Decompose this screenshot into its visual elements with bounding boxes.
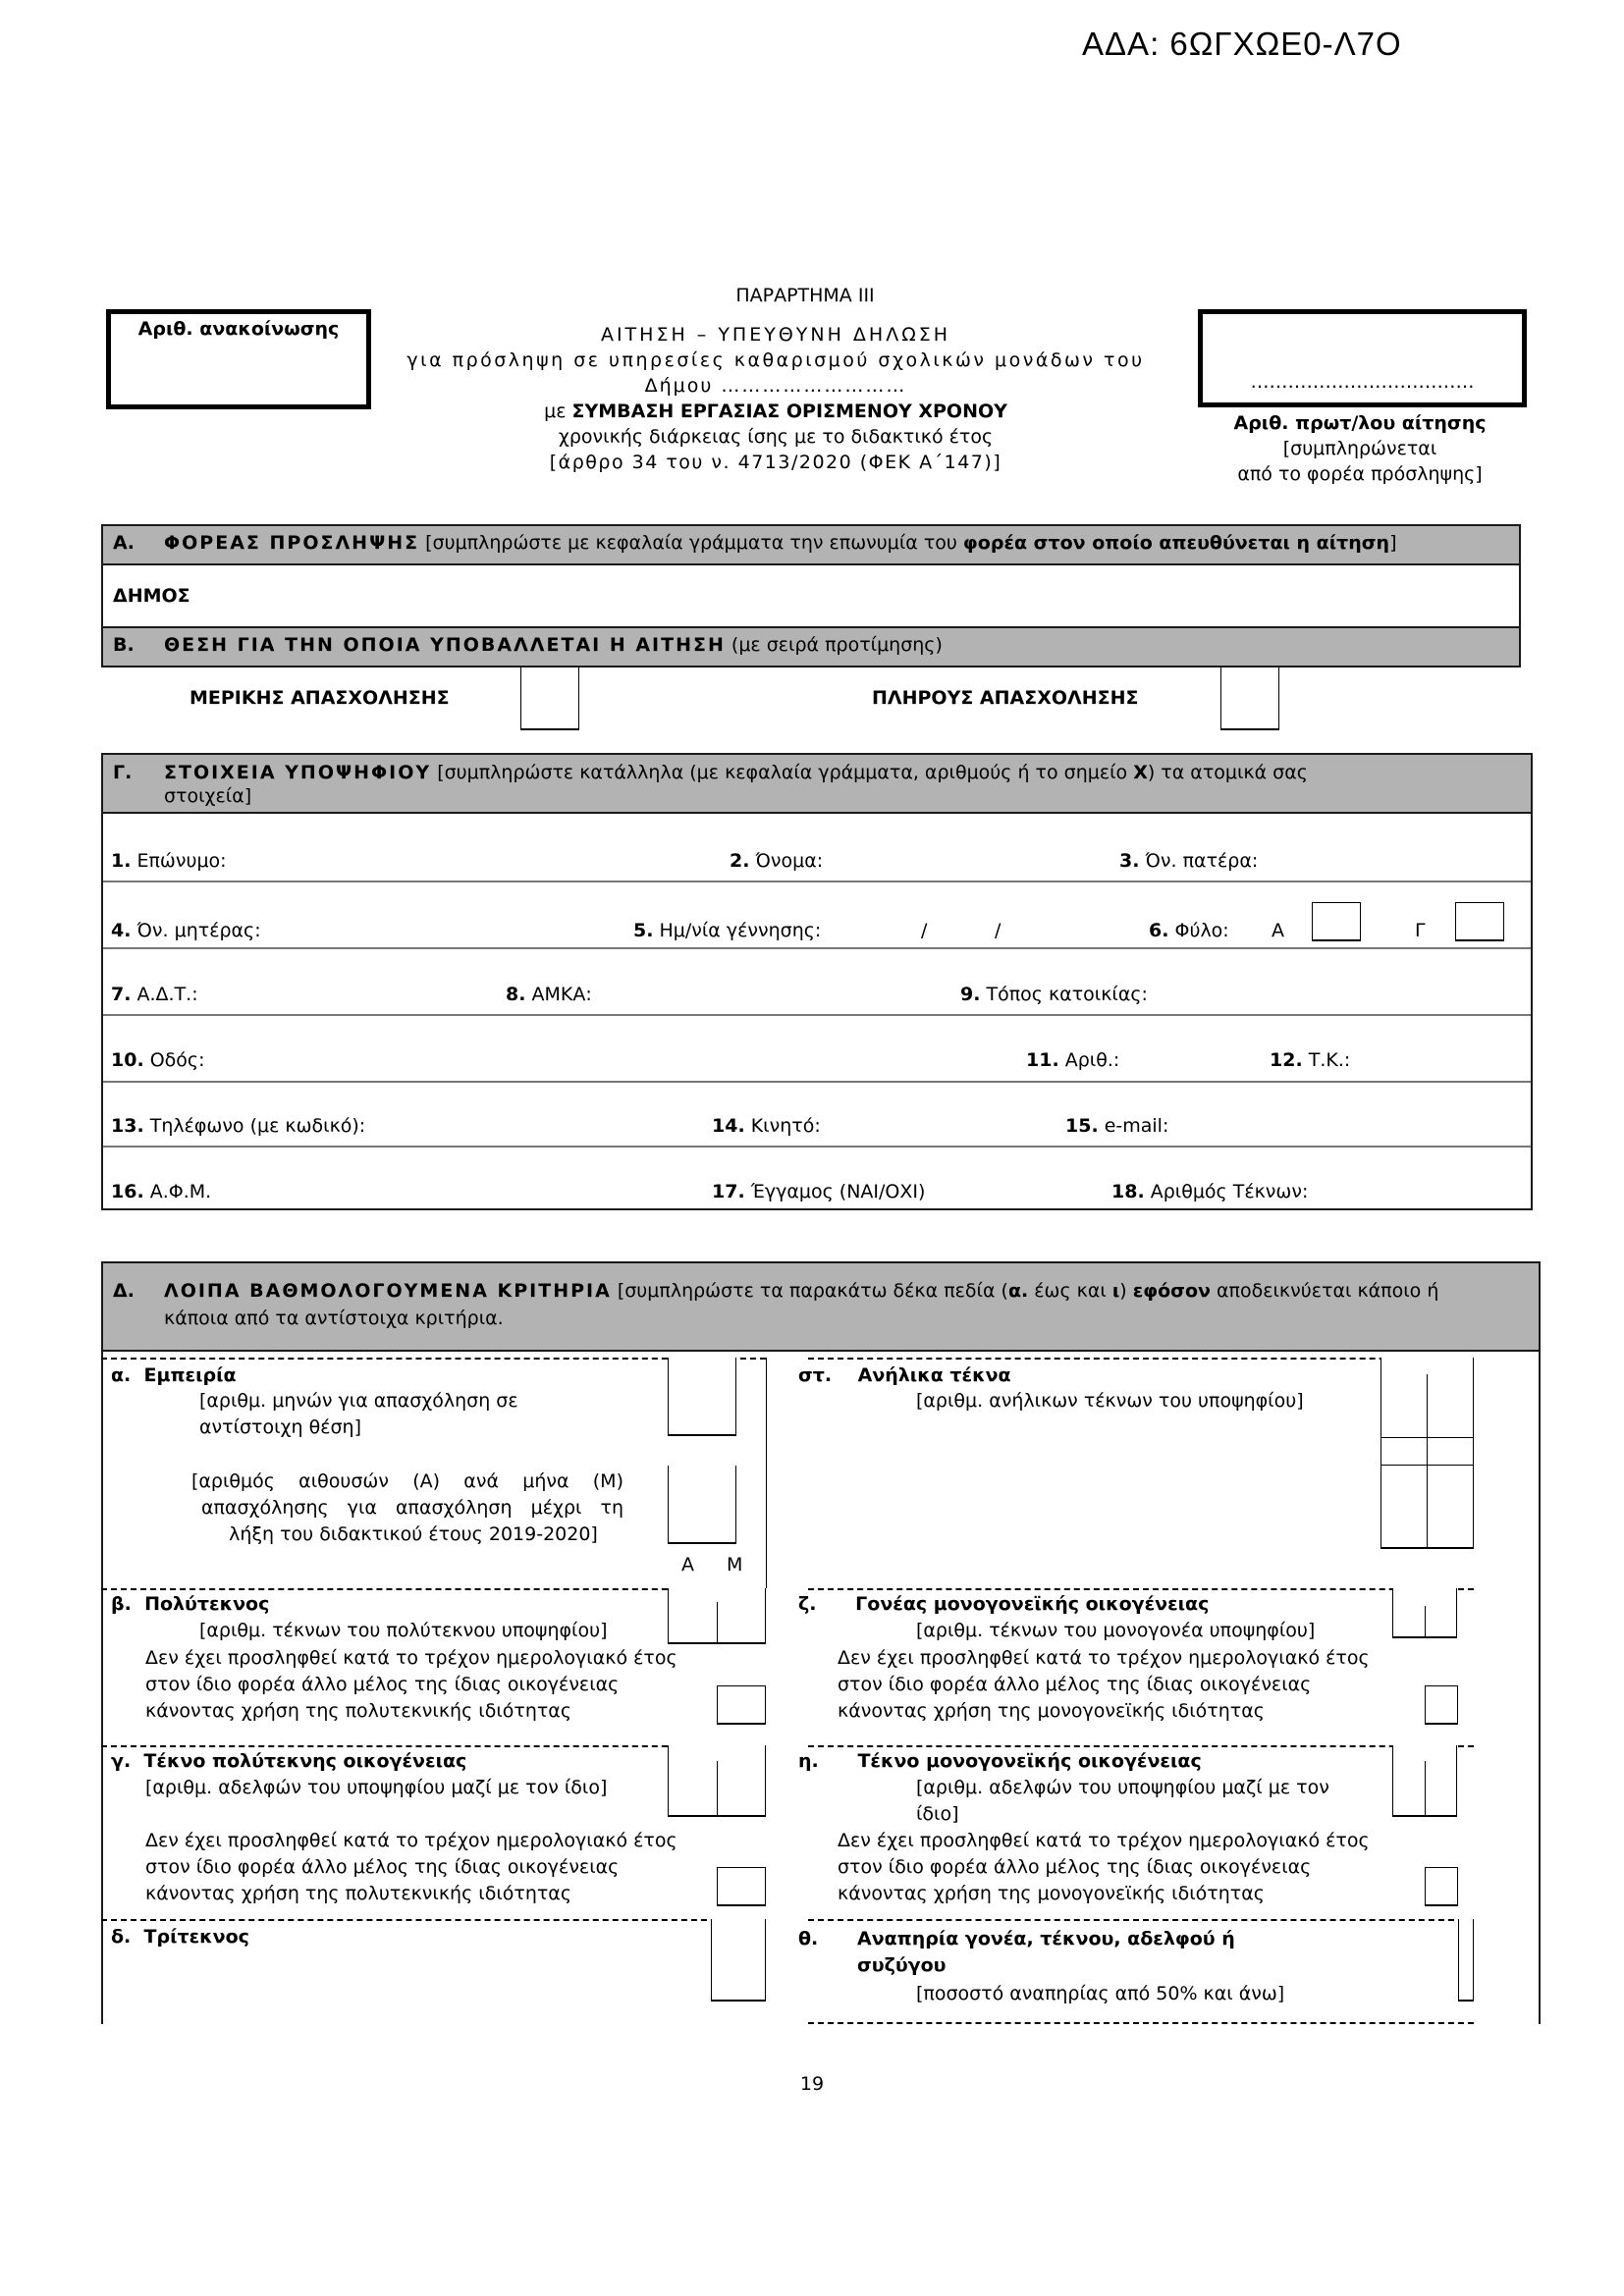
criterion-z-title: ζ. Γονέας μονογονεϊκής οικογένειας [798,1593,1210,1615]
field-mobile[interactable]: 14. Κινητό: [712,1115,821,1137]
form-subtitle-2: Δήμου ……………………… [644,375,907,397]
criterion-h-desc: [αριθμ. αδελφών του υποψηφίου μαζί με τον ίδιο] [916,1777,1329,1825]
full-time-checkbox[interactable] [1220,667,1279,730]
field-father-name[interactable]: 3. Όν. πατέρα: [1119,850,1259,872]
criterion-a-desc: [αριθμ. μηνών για απασχόληση σε αντίστοιχη θέση] [199,1390,518,1438]
col-m-label: Μ [727,1554,743,1575]
field-gender: 6. Φύλο: [1149,920,1229,941]
field-residence[interactable]: 9. Τόπος κατοικίας: [960,984,1148,1005]
criterion-h-note: Δεν έχει προσληφθεί κατά το τρέχον ημερολογιακό έτος στον ίδιο φορέα άλλο μέλος της ίδιας οικογένειας κάνοντας χρήση της μονογονεϊκής ιδιότητας [838,1830,1370,1904]
form-title: ΑΙΤΗΣΗ – ΥΠΕΥΘΥΝΗ ΔΗΛΩΣΗ [600,324,951,346]
legal-reference: [άρθρο 34 του ν. 4713/2020 (ΦΕΚ Α΄147)] [549,452,1002,473]
field-amka[interactable]: 8. ΑΜΚΑ: [506,984,592,1005]
criterion-th-title: θ. Αναπηρία γονέα, τέκνου, αδελφού ή συζύγου [798,1928,1235,1976]
criterion-st-title: στ. Ανήλικα τέκνα [798,1364,1011,1386]
field-tax-id[interactable]: 16. Α.Φ.Μ. [111,1181,212,1202]
field-mother-name[interactable]: 4. Όν. μητέρας: [111,920,261,941]
field-surname[interactable]: 1. Επώνυμο: [111,850,227,872]
criterion-b-desc: [αριθμ. τέκνων του πολύτεκνου υποψηφίου] [199,1620,608,1641]
criterion-b-note: Δεν έχει προσληφθεί κατά το τρέχον ημερολογιακό έτος στον ίδιο φορέα άλλο μέλος της ίδιας οικογένειας κάνοντας χρήση της πολυτεκνικής ιδιότητας [145,1647,677,1722]
col-a-label: Α [681,1554,694,1575]
employer-field[interactable] [101,565,1521,626]
field-email[interactable]: 15. e-mail: [1065,1115,1169,1137]
section-c-header: Γ. ΣΤΟΙΧΕΙΑ ΥΠΟΨΗΦΙΟΥ [συμπληρώστε κατάλληλα (με κεφαλαία γράμματα, αριθμούς ή το σημείο Χ) τα ατομικά σας στοιχεία] [101,753,1533,814]
date-separator-2: / [995,920,1001,941]
field-street-number[interactable]: 11. Αριθ.: [1026,1049,1120,1071]
gender-male-label: Α [1272,920,1284,941]
annex-label: ΠΑΡΑΡΤΗΜΑ ΙΙΙ [735,285,875,306]
three-children-box[interactable] [711,1919,766,2002]
criterion-a-desc2: [αριθμός αιθουσών (Α) ανά μήνα (Μ) απασχόλησης για απασχόληση μέχρι τη λήξη του διδακτικού έτους 2019-2020] [191,1470,623,1545]
section-b-header: Β. ΘΕΣΗ ΓΙΑ ΤΗΝ ΟΠΟΙΑ ΥΠΟΒΑΛΛΕΤΑΙ Η ΑΙΤΗΣΗ (με σειρά προτίμησης) [101,626,1521,667]
form-subtitle-4: χρονικής διάρκειας ίσης με το διδακτικό έτος [558,426,994,448]
gender-female-checkbox[interactable] [1455,902,1504,941]
field-birth-date[interactable]: 5. Ημ/νία γέννησης: [633,920,822,941]
criterion-c-desc: [αριθμ. αδελφών του υποψηφίου μαζί με τον ίδιο] [145,1777,608,1798]
page-number: 19 [799,2073,825,2095]
criterion-a-title: α. Εμπειρία [111,1364,237,1386]
section-a-header: Α. ΦΟΡΕΑΣ ΠΡΟΣΛΗΨΗΣ [συμπληρώστε με κεφαλαία γράμματα την επωνυμία του φορέα στον οποίο απευθύνεται η αίτηση] [101,524,1521,565]
contract-type: ΣΥΜΒΑΣΗ ΕΡΓΑΣΙΑΣ ΟΡΙΣΜΕΝΟΥ ΧΡΟΝΟΥ [571,400,1007,422]
field-phone[interactable]: 13. Τηλέφωνο (με κωδικό): [111,1115,366,1137]
field-married[interactable]: 17. Έγγαμος (ΝΑΙ/ΟΧΙ) [712,1181,926,1202]
field-street[interactable]: 10. Οδός: [111,1049,205,1071]
part-time-checkbox[interactable] [520,667,579,730]
criterion-z-note: Δεν έχει προσληφθεί κατά το τρέχον ημερολογιακό έτος στον ίδιο φορέα άλλο μέλος της ίδιας οικογένειας κάνοντας χρήση της μονογονεϊκής ιδιότητας [838,1647,1370,1722]
gender-male-checkbox[interactable] [1312,902,1361,941]
criterion-b-title: β. Πολύτεκνος [111,1593,270,1615]
field-children-count[interactable]: 18. Αριθμός Τέκνων: [1111,1181,1309,1202]
form-title-block [373,322,1178,475]
full-time-label: ΠΛΗΡΟΥΣ ΑΠΑΣΧΟΛΗΣΗΣ [872,687,1139,709]
protocol-caption: Αριθ. πρωτ/λου αίτησης [συμπληρώνεται από το φορέα πρόσληψης] [1178,410,1542,487]
single-parent-child-not-hired-checkbox[interactable] [1425,1867,1458,1906]
municipality-label: ΔΗΜΟΣ [113,585,190,607]
disability-percentage-box[interactable] [1458,1919,1474,2002]
candidate-details-grid [101,814,1533,1210]
large-family-not-hired-checkbox[interactable] [717,1685,766,1725]
criterion-th-desc: [ποσοστό αναπηρίας από 50% και άνω] [916,1983,1285,2004]
classrooms-per-month-box[interactable] [668,1466,736,1544]
single-parent-not-hired-checkbox[interactable] [1425,1685,1458,1725]
criterion-c-note: Δεν έχει προσληφθεί κατά το τρέχον ημερολογιακό έτος στον ίδιο φορέα άλλο μέλος της ίδιας οικογένειας κάνοντας χρήση της πολυτεκνικής ιδιότητας [145,1830,677,1904]
protocol-number-box[interactable] [1198,309,1527,407]
announcement-label: Αριθ. ανακοίνωσης [137,318,340,340]
date-separator-1: / [921,920,928,941]
criterion-st-desc: [αριθμ. ανήλικων τέκνων του υποψηφίου] [916,1390,1304,1412]
field-postal-code[interactable]: 12. Τ.Κ.: [1270,1049,1351,1071]
protocol-label: Αριθ. πρωτ/λου αίτησης [1233,412,1487,434]
section-d-header: Δ. ΛΟΙΠΑ ΒΑΘΜΟΛΟΓΟΥΜΕΝΑ ΚΡΙΤΗΡΙΑ [συμπληρώστε τα παρακάτω δέκα πεδία (α. έως και ι) εφόσον αποδεικνύεται κάποιο ή κάποια από τα αντίστοιχα κριτήρια. [101,1261,1541,1352]
field-id-card[interactable]: 7. Α.Δ.Τ.: [111,984,198,1005]
criterion-z-desc: [αριθμ. τέκνων του μονογονέα υποψηφίου] [916,1620,1316,1641]
announcement-number-box[interactable] [106,309,371,409]
criterion-h-title: η. Τέκνο μονογονεϊκής οικογένειας [798,1750,1202,1772]
ada-code: ΑΔΑ: 6ΩΓΧΩΕ0-Λ7Ο [1082,26,1402,62]
part-time-label: ΜΕΡΙΚΗΣ ΑΠΑΣΧΟΛΗΣΗΣ [189,687,450,709]
criterion-d-title: δ. Τρίτεκνος [111,1926,249,1948]
experience-months-box[interactable] [668,1358,736,1436]
form-subtitle-1: για πρόσληψη σε υπηρεσίες καθαρισμού σχολικών μονάδων του [406,349,1145,371]
criterion-c-title: γ. Τέκνο πολύτεκνης οικογένειας [111,1750,467,1772]
large-family-child-not-hired-checkbox[interactable] [717,1867,766,1906]
protocol-dots: ……………………………… [1250,371,1475,393]
form-subtitle-3: με ΣΥΜΒΑΣΗ ΕΡΓΑΣΙΑΣ ΟΡΙΣΜΕΝΟΥ ΧΡΟΝΟΥ [544,400,1007,422]
gender-female-label: Γ [1415,920,1426,941]
field-first-name[interactable]: 2. Όνομα: [730,850,824,872]
